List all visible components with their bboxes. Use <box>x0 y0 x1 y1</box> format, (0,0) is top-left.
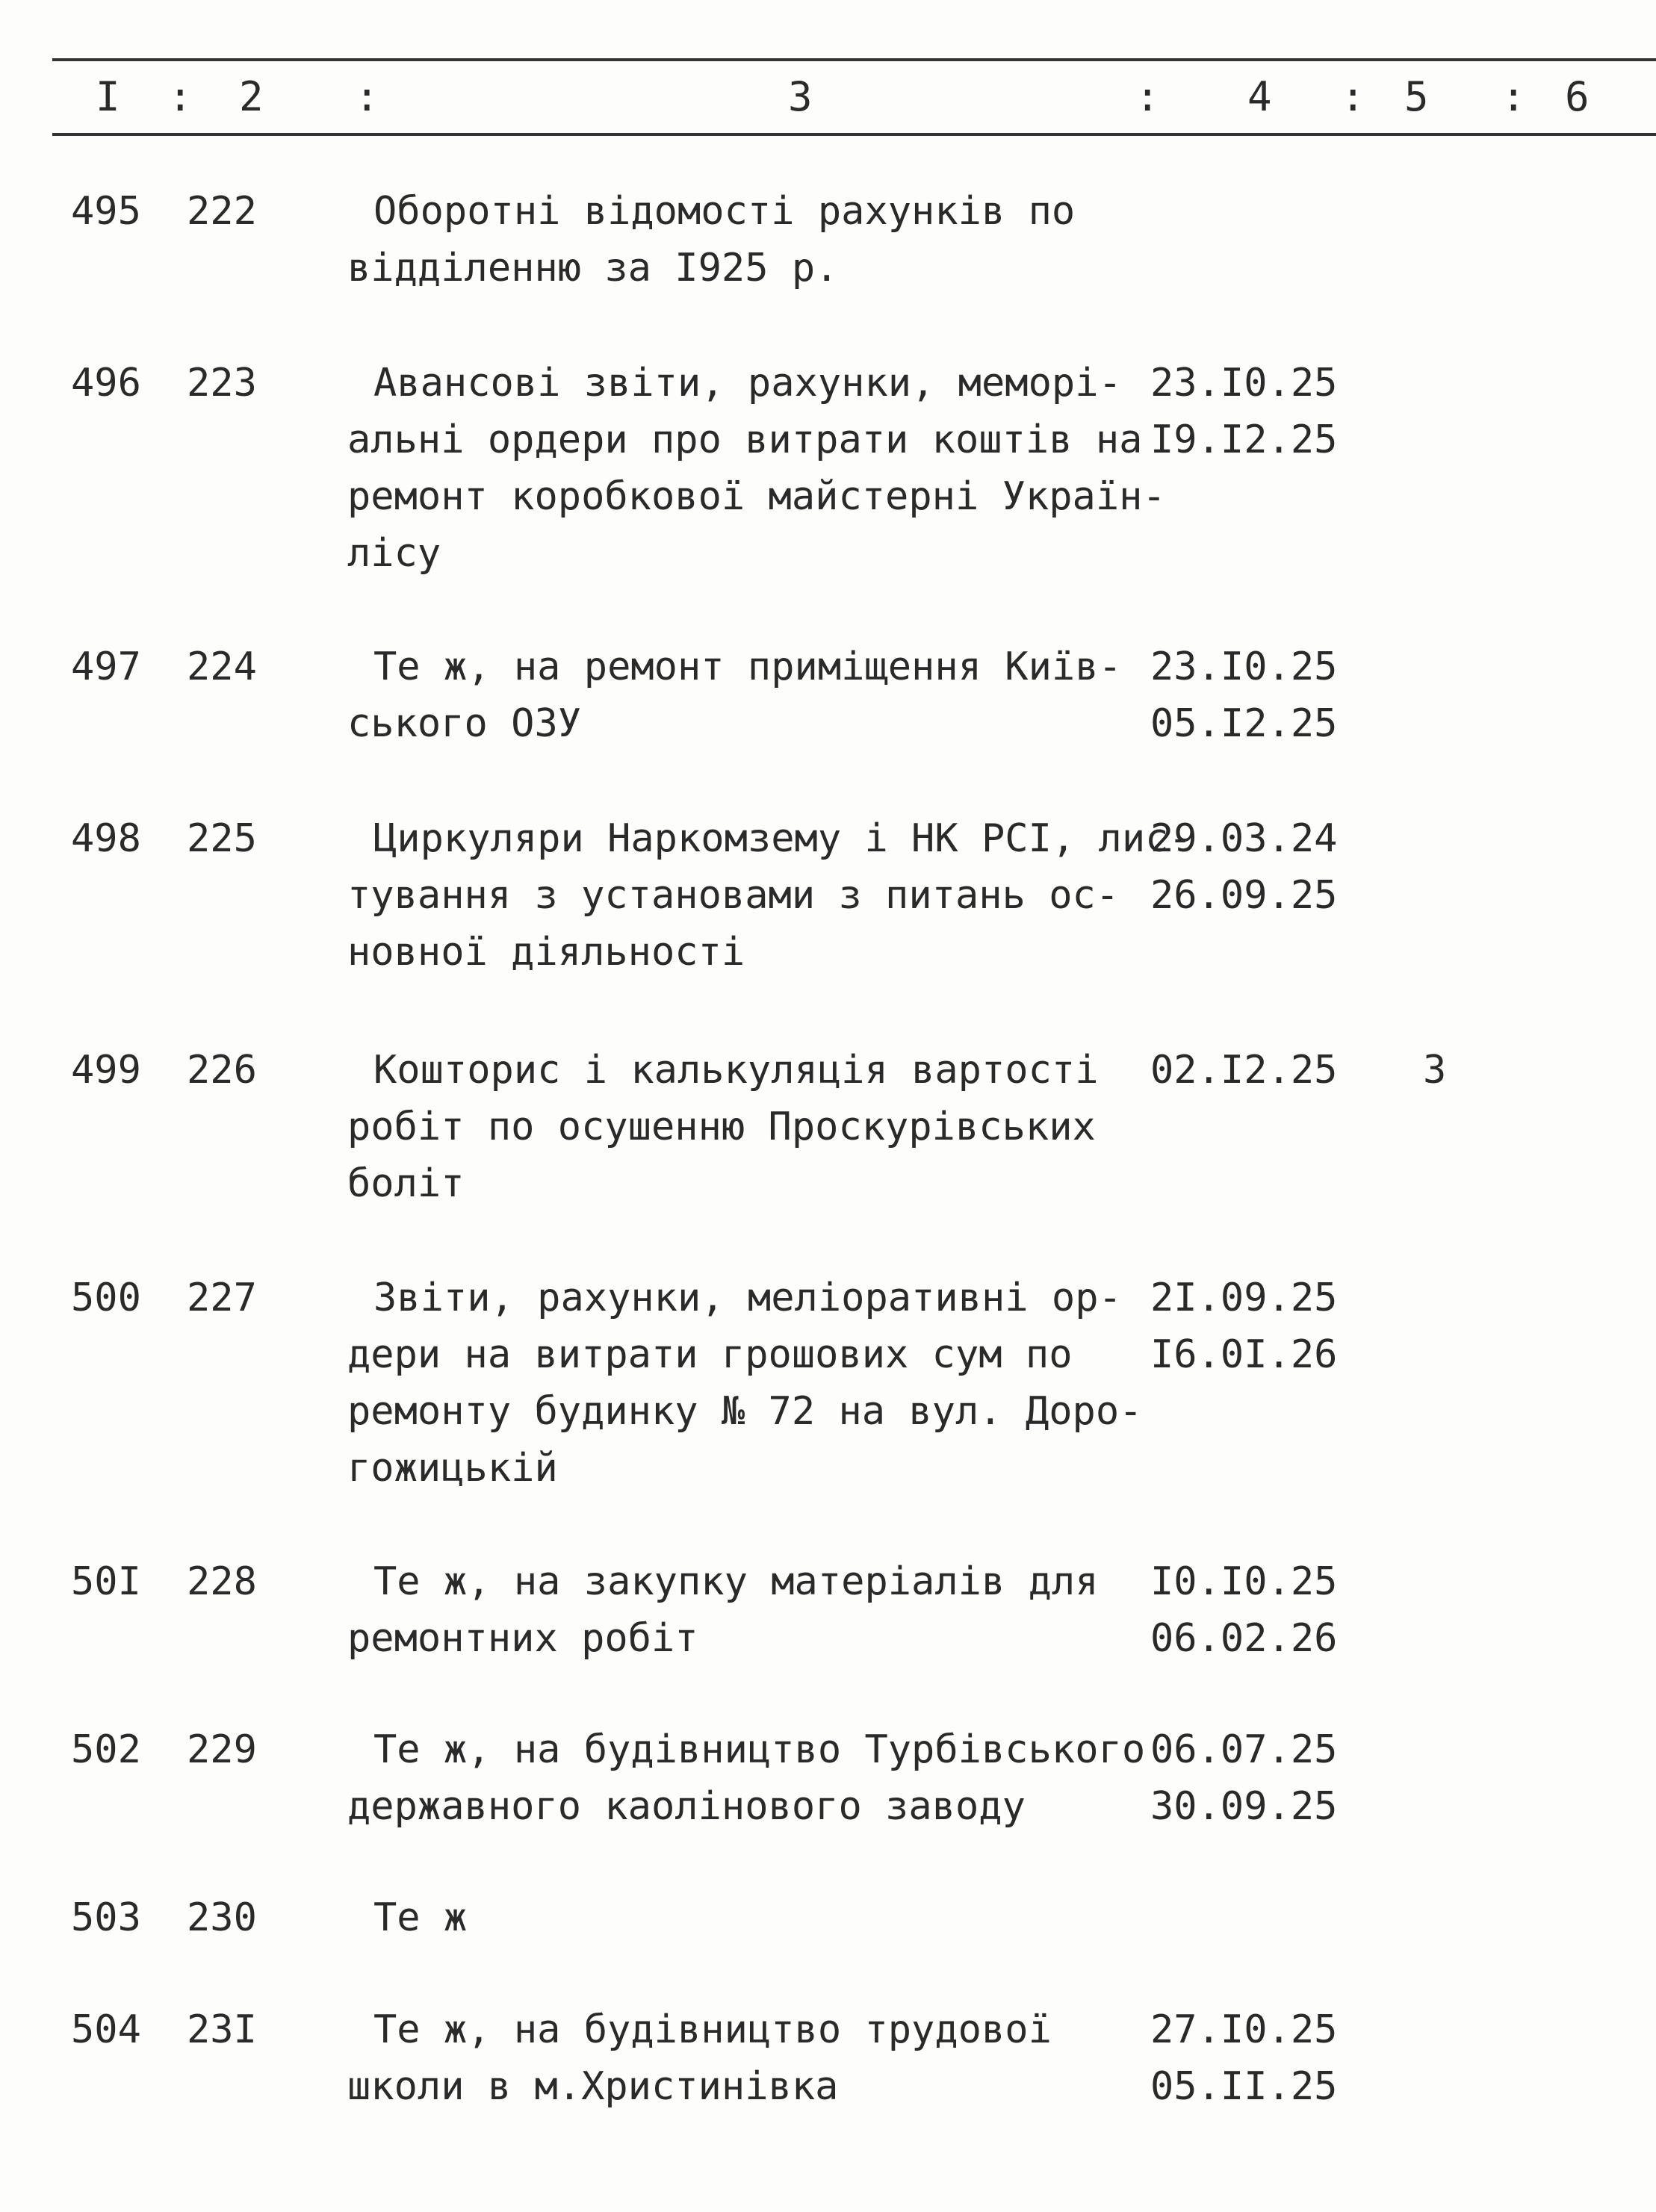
date-value: I6.0I.26 <box>1150 1332 1338 1377</box>
item-description <box>347 2001 1052 2115</box>
description-line: Те ж, на будівництво трудової <box>373 2007 1052 2052</box>
column-header-4: 4 <box>1247 73 1272 120</box>
item-dates <box>1150 1721 1337 1835</box>
description-line: новної діяльності <box>347 930 745 975</box>
date-value: 30.09.25 <box>1150 1784 1338 1829</box>
description-line: боліт <box>347 1161 465 1206</box>
date-value: 2I.09.25 <box>1150 1276 1338 1320</box>
file-code: 223 <box>187 361 257 406</box>
column-header-1: I <box>96 73 120 120</box>
description-line: ремонтних робіт <box>347 1616 698 1661</box>
column-header-2: 2 <box>239 73 264 120</box>
item-description <box>347 1042 1099 1212</box>
column-separator: : <box>355 73 379 120</box>
file-code: 230 <box>187 1895 257 1940</box>
description-line: ремонту будинку № 72 на вул. Доро- <box>347 1389 1143 1434</box>
file-code: 23I <box>187 2007 257 2052</box>
item-number: 503 <box>71 1895 141 1940</box>
description-line: Те ж <box>373 1895 468 1940</box>
item-number: 496 <box>71 361 141 406</box>
description-line: Те ж, на будівництво Турбівського <box>373 1727 1146 1772</box>
item-dates <box>1150 355 1337 468</box>
description-line: Кошторис і калькуляція вартості <box>373 1048 1099 1093</box>
item-dates <box>1150 1553 1337 1667</box>
header-bottom-rule <box>52 133 1656 136</box>
description-line: Оборотні відомості рахунків по <box>373 189 1076 234</box>
item-description <box>347 1553 1099 1667</box>
description-line: Те ж, на закупку матеріалів для <box>373 1559 1099 1604</box>
item-description <box>347 639 1122 752</box>
date-value: 23.I0.25 <box>1150 644 1338 689</box>
description-line: ського ОЗУ <box>347 701 582 746</box>
column-separator: : <box>1135 73 1160 120</box>
item-number: 497 <box>71 644 141 689</box>
item-number: 499 <box>71 1048 141 1093</box>
item-number: 50I <box>71 1559 141 1604</box>
item-dates <box>1150 639 1337 752</box>
header-top-rule <box>52 58 1656 61</box>
file-code: 222 <box>187 189 257 234</box>
date-value: 02.I2.25 <box>1150 1048 1338 1093</box>
item-number: 498 <box>71 816 141 861</box>
item-description <box>347 1889 467 1946</box>
description-line: відділенню за I925 р. <box>347 246 839 291</box>
item-dates <box>1150 2001 1337 2115</box>
date-value: 27.I0.25 <box>1150 2007 1338 2052</box>
date-value: 26.09.25 <box>1150 873 1338 918</box>
file-code: 224 <box>187 644 257 689</box>
sheet-count: 3 <box>1423 1048 1447 1093</box>
description-line: державного каолінового заводу <box>347 1784 1026 1829</box>
column-header-5: 5 <box>1404 73 1429 120</box>
description-line: Циркуляри Наркомзему і НК РСІ, лис- <box>373 816 1192 861</box>
column-header-3: 3 <box>788 73 813 120</box>
date-value: I9.I2.25 <box>1150 417 1338 462</box>
item-description <box>347 355 1166 582</box>
item-dates <box>1150 1042 1337 1099</box>
description-line: ремонт коробкової майстерні Україн- <box>347 474 1166 519</box>
file-code: 229 <box>187 1727 257 1772</box>
description-line: тування з установами з питань ос- <box>347 873 1120 918</box>
item-dates <box>1150 1270 1337 1383</box>
description-line: альні ордери про витрати коштів на <box>347 417 1143 462</box>
date-value: 05.I2.25 <box>1150 701 1338 746</box>
description-line: гожицькій <box>347 1446 558 1491</box>
date-value: 05.II.25 <box>1150 2064 1338 2109</box>
description-line: Те ж, на ремонт приміщення Київ- <box>373 644 1122 689</box>
item-number: 500 <box>71 1276 141 1320</box>
item-description <box>347 1721 1145 1835</box>
file-code: 227 <box>187 1276 257 1320</box>
description-line: Звіти, рахунки, меліоративні ор- <box>373 1276 1122 1320</box>
description-line: дери на витрати грошових сум по <box>347 1332 1073 1377</box>
description-line: робіт по осушенню Проскурівських <box>347 1105 1096 1149</box>
column-separator: : <box>1501 73 1526 120</box>
file-code: 226 <box>187 1048 257 1093</box>
description-line: лісу <box>347 531 441 576</box>
description-line: Авансові звіти, рахунки, меморі- <box>373 361 1122 406</box>
item-description <box>347 1270 1142 1497</box>
item-number: 504 <box>71 2007 141 2052</box>
column-header-6: 6 <box>1565 73 1590 120</box>
date-value: 06.07.25 <box>1150 1727 1338 1772</box>
item-number: 502 <box>71 1727 141 1772</box>
date-value: I0.I0.25 <box>1150 1559 1338 1604</box>
item-description <box>347 810 1192 981</box>
item-description <box>347 183 1075 296</box>
item-dates <box>1150 810 1337 924</box>
column-separator: : <box>168 73 193 120</box>
file-code: 228 <box>187 1559 257 1604</box>
date-value: 23.I0.25 <box>1150 361 1338 406</box>
date-value: 06.02.26 <box>1150 1616 1338 1661</box>
description-line: школи в м.Христинівка <box>347 2064 839 2109</box>
date-value: 29.03.24 <box>1150 816 1338 861</box>
column-separator: : <box>1341 73 1365 120</box>
item-number: 495 <box>71 189 141 234</box>
file-code: 225 <box>187 816 257 861</box>
